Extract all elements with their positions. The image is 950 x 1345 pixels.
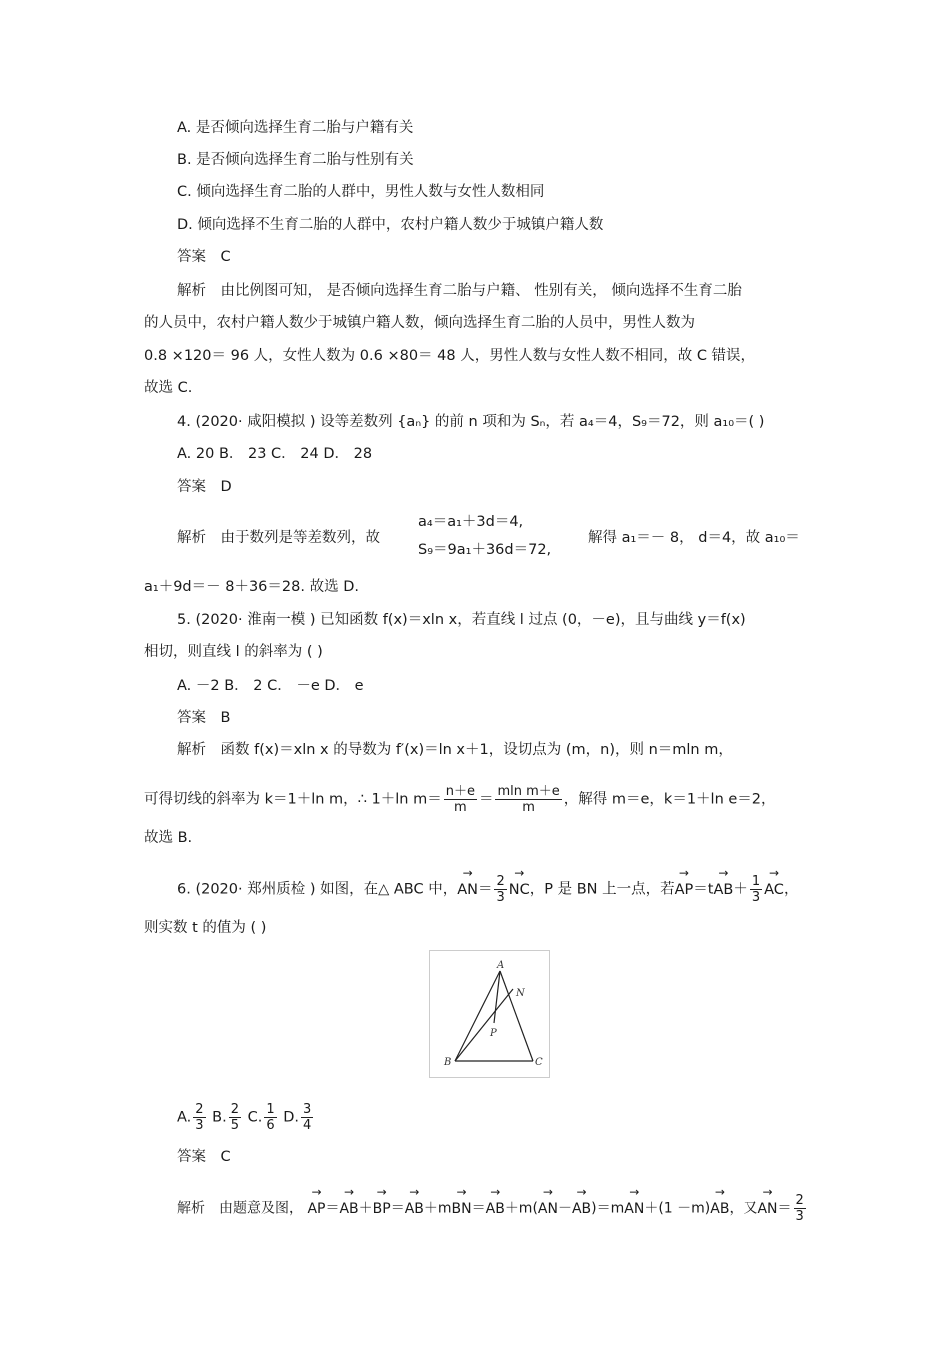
- label-p: P: [490, 1028, 497, 1039]
- q6-op-11: ＝: [777, 1200, 792, 1217]
- q6-option-c-label: C.: [247, 1109, 263, 1126]
- q6-fraction-numerator: 2: [496, 874, 505, 889]
- q6-option-b-fraction: [229, 1102, 241, 1133]
- triangle-diagram: [430, 951, 551, 1079]
- q6-equals-t: ＝t: [693, 881, 714, 898]
- q5-answer: 答案 B: [177, 710, 231, 726]
- q6-option-d-denominator: 4: [303, 1118, 312, 1133]
- q6-expr-ab-5: → AB: [710, 1199, 729, 1219]
- q5-stem-line-1: 5. (2020· 淮南一模 ) 已知函数 f(x)＝xln x，若直线 l 过点 (0，－e)，且与曲线 y＝f(x): [177, 612, 746, 628]
- q3-option-b: B. 是否倾向选择生育二胎与性别有关: [177, 152, 414, 168]
- q6-op-6: ＋m(: [504, 1200, 538, 1217]
- q5-options: A. －2 B． 2 C． －e D． e: [177, 678, 364, 694]
- q6-option-d-label: D.: [283, 1109, 300, 1126]
- q6-option-b-denominator: 5: [230, 1118, 240, 1133]
- q4-options: A. 20 B． 23 C． 24 D． 28: [177, 446, 373, 462]
- q6-expr-ab-4: → AB: [572, 1199, 591, 1219]
- segment-ap: [494, 971, 500, 1023]
- q4-analysis-lead: 解析 由于数列是等差数列，故: [177, 530, 380, 546]
- q4-equation-2: S₉＝9a₁＋36d＝72,: [418, 542, 552, 558]
- segment-bn: [455, 989, 513, 1061]
- q6-option-a-label: A.: [177, 1109, 192, 1126]
- q5-analysis-text-a: 可得切线的斜率为 k＝1＋ln m，∴ 1＋ln m＝: [144, 791, 442, 808]
- q6-equals: ＝: [477, 881, 493, 898]
- q6-op-1: ＝: [325, 1200, 340, 1217]
- q6-op-4: ＋m: [423, 1200, 452, 1217]
- q6-option-b-label: B.: [212, 1109, 227, 1126]
- q6-fraction2-numerator: 1: [751, 874, 761, 889]
- q5-fraction-1-denominator: m: [453, 800, 467, 815]
- q6-fraction-one-third: [750, 874, 762, 905]
- q6-option-a-numerator: 2: [195, 1102, 204, 1117]
- q6-op-2: ＋: [358, 1200, 373, 1217]
- label-c: C: [535, 1057, 543, 1068]
- label-b: B: [444, 1057, 452, 1068]
- q4-equation-1: a₄＝a₁＋3d＝4,: [418, 514, 524, 530]
- q6-option-a-denominator: 3: [195, 1118, 204, 1133]
- q6-expr-an-2: → AN: [624, 1199, 644, 1219]
- q3-answer: 答案 C: [177, 249, 231, 265]
- q6-op-5: ＝: [471, 1200, 486, 1217]
- q6-expr-bp: → BP: [373, 1199, 391, 1219]
- q6-vector-ac: → AC: [764, 880, 784, 900]
- q6-analysis-fraction-numerator: 2: [795, 1193, 804, 1208]
- q6-expr-ab-3: → AB: [486, 1199, 505, 1219]
- q3-analysis-line-2: 的人员中，农村户籍人数少于城镇户籍人数，倾向选择生育二胎的人员中，男性人数为: [144, 315, 695, 331]
- q5-analysis-text-b: ，解得 m＝e，k＝1＋ln e＝2，: [563, 791, 776, 808]
- q6-stem-line-2: 则实数 t 的值为 ( ): [144, 920, 267, 936]
- q5-fraction-1: [444, 784, 477, 815]
- q6-stem-text-a: 6. (2020· 郑州质检 ) 如图，在△ ABC 中，: [177, 881, 458, 898]
- q3-analysis-line-3: 0.8 ×120＝ 96 人，女性人数为 0.6 ×80＝ 48 人，男性人数与女性人数不相同，故 C 错误，: [144, 348, 756, 364]
- q6-option-d-numerator: 3: [303, 1102, 312, 1117]
- q6-op-8: )＝m: [591, 1200, 625, 1217]
- q6-option-c-denominator: 6: [266, 1118, 275, 1133]
- q6-answer: 答案 C: [177, 1149, 231, 1165]
- q3-option-a: A. 是否倾向选择生育二胎与户籍有关: [177, 120, 414, 136]
- q3-option-d: D. 倾向选择不生育二胎的人群中，农村户籍人数少于城镇户籍人数: [177, 217, 604, 233]
- q6-plus: ＋: [733, 881, 748, 898]
- label-a: A: [497, 960, 505, 971]
- q5-analysis-line-1: 解析 函数 f(x)＝xln x 的导数为 f′(x)＝ln x＋1，设切点为 (m，n)，则 n＝mln m，: [177, 742, 733, 758]
- q5-fraction-1-numerator: n＋e: [445, 784, 475, 799]
- q6-op-3: ＝: [390, 1200, 405, 1217]
- q6-expr-ab-2: → AB: [405, 1199, 424, 1219]
- q6-expr-ab-1: → AB: [339, 1199, 358, 1219]
- q6-stem-text-b: ，P 是 BN 上一点，若: [529, 881, 675, 898]
- q5-analysis-line-2: [144, 784, 776, 815]
- label-n: N: [516, 988, 525, 999]
- q6-stem-text-c: ，: [783, 881, 799, 898]
- q6-analysis-fraction-denominator: 3: [795, 1209, 804, 1224]
- q6-fraction2-denominator: 3: [751, 890, 761, 905]
- q6-option-c-fraction: [264, 1102, 276, 1133]
- q6-expr-an-3: → AN: [757, 1199, 777, 1219]
- q6-stem-line-1: [177, 874, 798, 905]
- q6-triangle-figure: [429, 950, 550, 1078]
- segment-ab: [455, 971, 500, 1061]
- q6-expr-an-1: → AN: [538, 1199, 558, 1219]
- q6-expr-bn: → BN: [452, 1199, 472, 1219]
- q5-stem-line-2: 相切，则直线 l 的斜率为 ( ): [144, 644, 323, 660]
- q6-op-10: ，又: [729, 1200, 758, 1217]
- q6-vector-ap: → AP: [675, 880, 694, 900]
- q4-answer: 答案 D: [177, 479, 232, 495]
- q6-fraction-denominator: 3: [496, 890, 505, 905]
- q6-option-c-numerator: 1: [266, 1102, 275, 1117]
- q5-analysis-line-3: 故选 B.: [144, 830, 193, 846]
- q6-analysis-line: [177, 1193, 808, 1224]
- segment-ac: [500, 971, 533, 1061]
- q3-analysis-line-1: 解析 由比例图可知， 是否倾向选择生育二胎与户籍、 性别有关， 倾向选择不生育二胎: [177, 283, 742, 299]
- q6-op-9: ＋(1 －m): [644, 1200, 711, 1217]
- q5-fraction-2-numerator: mln m＋e: [497, 784, 560, 799]
- q6-analysis-lead: 解析 由题意及图，: [177, 1200, 303, 1217]
- q3-option-c: C. 倾向选择生育二胎的人群中，男性人数与女性人数相同: [177, 184, 545, 200]
- q6-option-b-numerator: 2: [230, 1102, 240, 1117]
- q5-equals: ＝: [478, 791, 494, 808]
- q6-fraction-two-thirds: [494, 874, 506, 905]
- q6-vector-an: → AN: [457, 880, 478, 900]
- q4-stem: 4. (2020· 咸阳模拟 ) 设等差数列 {aₙ} 的前 n 项和为 Sₙ，若 a₄＝4，S₉＝72，则 a₁₀＝( ): [177, 414, 765, 430]
- q6-analysis-fraction: [794, 1193, 806, 1224]
- q6-options: [177, 1102, 315, 1133]
- q5-fraction-2-denominator: m: [522, 800, 535, 815]
- q6-op-7: －: [557, 1200, 572, 1217]
- q5-fraction-2: [495, 784, 561, 815]
- q6-option-a-fraction: [193, 1102, 205, 1133]
- q4-analysis-line-2: a₁＋9d＝－ 8＋36＝28. 故选 D.: [144, 579, 359, 595]
- q4-analysis-tail: 解得 a₁＝－ 8， d＝4，故 a₁₀＝: [588, 530, 800, 546]
- q3-analysis-line-4: 故选 C.: [144, 380, 193, 396]
- q6-expr-ap: → AP: [307, 1199, 325, 1219]
- q6-vector-nc: → NC: [509, 880, 530, 900]
- q6-option-d-fraction: [301, 1102, 313, 1133]
- q6-vector-ab: → AB: [713, 880, 733, 900]
